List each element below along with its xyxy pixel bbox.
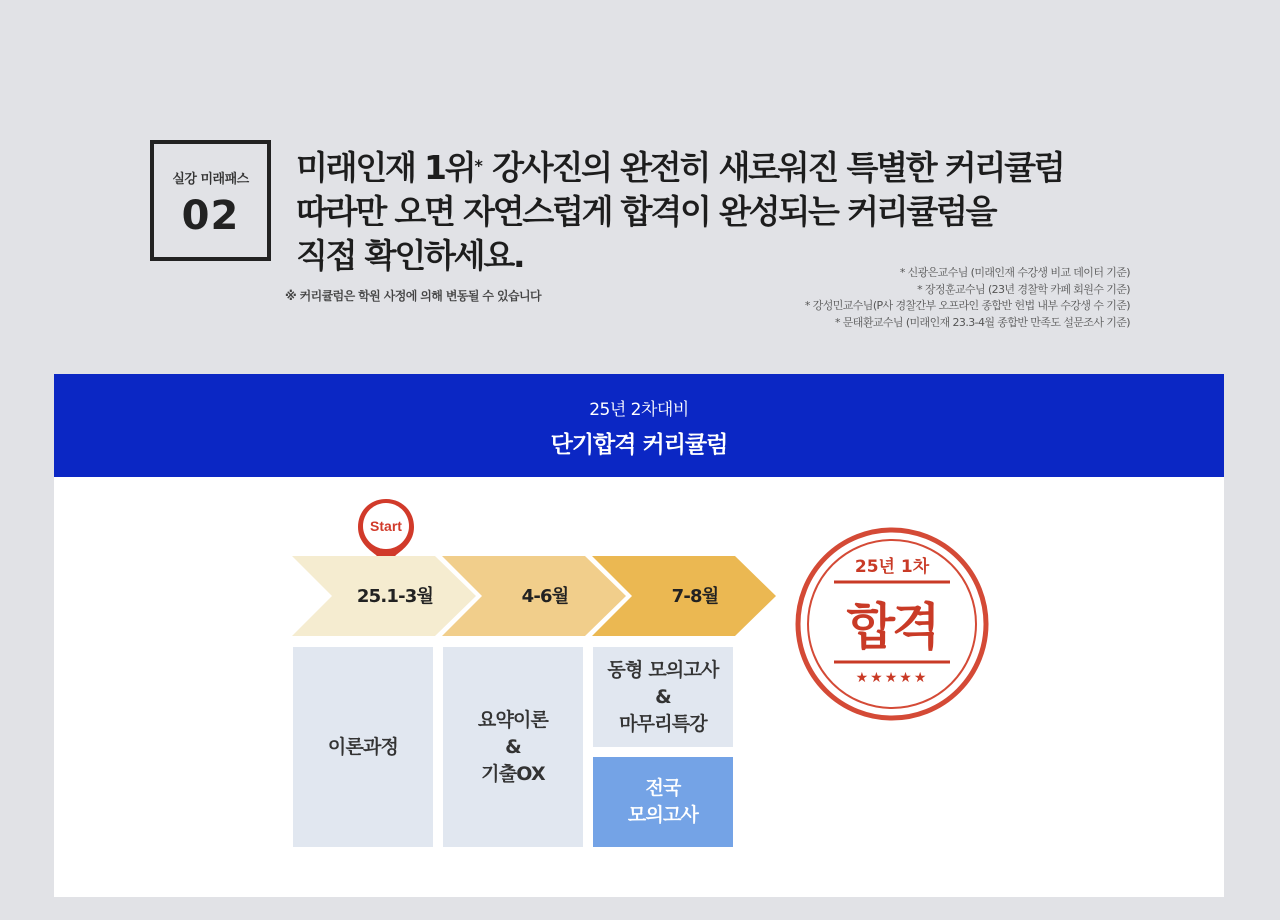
badge-label: 실강 미래패스 xyxy=(172,172,249,187)
stage-period: 7-8월 xyxy=(671,586,719,607)
panel-header xyxy=(54,374,1224,477)
source-note: * 강성민교수님(P사 경찰간부 오프라인 종합반 헌법 내부 수강생 수 기준) xyxy=(804,299,1130,312)
course-theory: 이론과정 xyxy=(293,647,433,847)
pass-stamp xyxy=(794,526,990,722)
headline xyxy=(296,146,1063,278)
headline-line-1: 미래인재 1위* 강사진의 완전히 새로워진 특별한 커리큘럼 xyxy=(296,148,1064,187)
stamp-round: 25년 1차 xyxy=(854,557,930,577)
curriculum-change-note: ※ 커리큘럼은 학원 사정에 의해 변동될 수 있습니다 xyxy=(285,289,541,303)
section-badge xyxy=(150,140,271,261)
headline-line-3: 직접 확인하세요. xyxy=(296,236,524,275)
badge-number: 02 xyxy=(181,193,240,239)
panel-subtitle: 25년 2차대비 xyxy=(589,400,689,420)
source-note: * 문태환교수님 (미래인재 23.3-4월 종합반 만족도 설문조사 기준) xyxy=(834,315,1130,329)
course-national-mock: 전국 모의고사 xyxy=(593,757,733,847)
start-label: Start xyxy=(370,518,402,534)
stage-period: 25.1-3월 xyxy=(356,586,434,607)
source-note: * 장정훈교수님 (23년 경찰학 카페 회원수 기준) xyxy=(917,282,1130,296)
source-note: * 신광은교수님 (미래인재 수강생 비교 데이터 기준) xyxy=(899,266,1130,279)
stage-arrow-3 xyxy=(592,556,776,636)
headline-line-2: 따라만 오면 자연스럽게 합격이 완성되는 커리큘럼을 xyxy=(296,192,996,231)
source-footnotes xyxy=(805,265,1130,331)
footnote-mark: * xyxy=(474,156,483,175)
panel-title: 단기합격 커리큘럼 xyxy=(550,432,728,458)
course-summary: 요약이론 & 기출OX xyxy=(443,647,583,847)
stage-period: 4-6월 xyxy=(521,586,569,607)
stamp-pass-text: 합격 xyxy=(846,598,938,656)
stamp-stars: ★★★★★ xyxy=(855,670,929,686)
course-mock-special: 동형 모의고사 & 마무리특강 xyxy=(593,647,733,747)
